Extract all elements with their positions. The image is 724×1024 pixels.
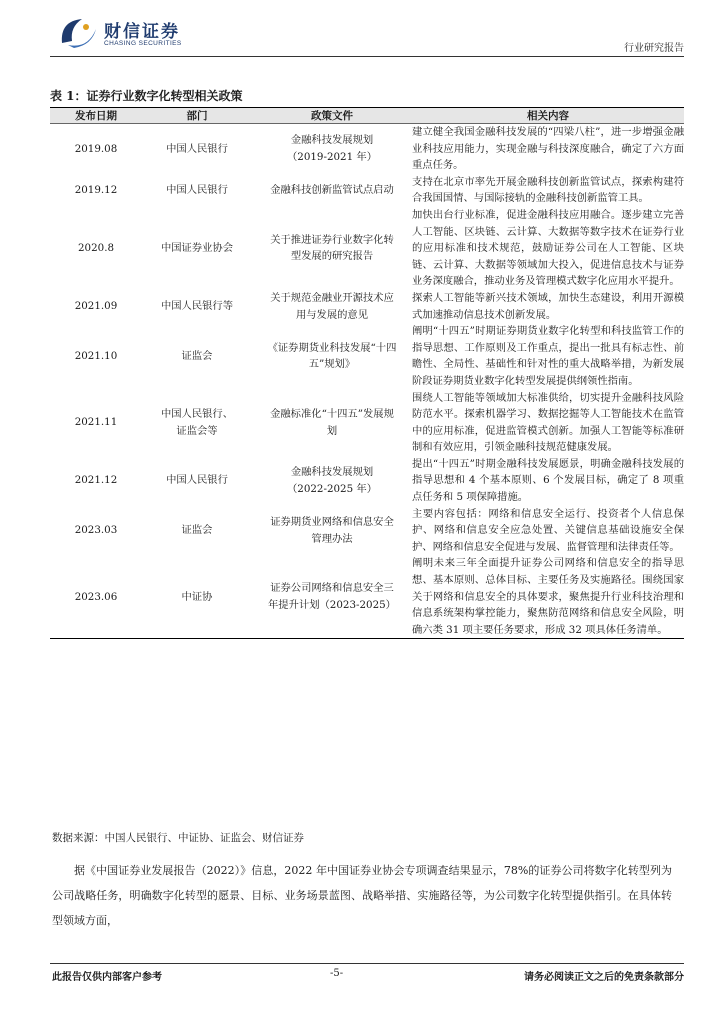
column-header-content: 相关内容 [412, 108, 684, 124]
cell-dept: 中国人民银行、 证监会等 [160, 408, 234, 437]
column-header-policy: 政策文件 [252, 108, 412, 124]
cell-date: 2021.10 [74, 350, 118, 363]
cell-dept: 中国人民银行 [166, 142, 228, 155]
policy-table [50, 107, 684, 639]
cell-content: 提出“十四五”时期金融科技发展愿景，明确金融科技发展的指导思想和 4 个基本原则、6 个发展目标，确定了 8 项重点任务和 5 项保障措施。 [412, 457, 684, 504]
cell-dept: 证监会 [181, 524, 213, 537]
table-row [50, 506, 684, 556]
footer-disclaimer-right: 请务必阅读正文之后的免责条款部分 [524, 972, 684, 983]
cell-policy: 金融科技创新监管试点启动 [270, 184, 394, 197]
cell-policy: 金融标准化“十四五”发展规划 [270, 408, 394, 437]
document-type: 行业研究报告 [624, 43, 684, 54]
cell-date: 2019.12 [74, 184, 118, 197]
company-logo [58, 15, 188, 55]
table-header-row [50, 108, 684, 124]
table-row [50, 555, 684, 638]
cell-policy: 《证券期货业科技发展“十四五”规划》 [267, 341, 397, 371]
logo-mark-icon [58, 15, 100, 51]
table-row [50, 456, 684, 506]
cell-content: 加快出台行业标准，促进金融科技应用融合。逐步建立完善人工智能、区块链、云计算、大数据等数字技术在证券行业的应用标准和技术规范，鼓励证券公司在人工智能、区块链、云计算、大数据等领域加大投入，促进信息技术与证券业务深度融合，推动业务及管理模式数字化应用水平提升。 [412, 208, 684, 288]
cell-policy: 金融科技发展规划 （2022-2025 年） [286, 466, 378, 495]
table-row [50, 174, 684, 207]
table-title: 表 1：证券行业数字化转型相关政策 [50, 89, 243, 103]
cell-date: 2021.11 [74, 416, 118, 429]
cell-content: 支持在北京市率先开展金融科技创新监管试点，探索构建符合我国国情、与国际接轨的金融科技创新监管工具。 [412, 175, 684, 205]
body-paragraph: 据《中国证券业发展报告（2022）》信息，2022 年中国证券业协会专项调查结果显示，78%的证券公司将数字化转型列为公司战略任务，明确数字化转型的愿景、目标、业务场景蓝图、战略举措、实施路径等，为公司数字化转型提供指引。在具体转型领域方面， [52, 864, 672, 927]
cell-dept: 中国人民银行 [166, 184, 228, 197]
cell-policy: 关于推进证券行业数字化转型发展的研究报告 [270, 233, 394, 263]
logo-english-name: CHASING SECURITIES [104, 40, 182, 47]
table-row [50, 290, 684, 323]
data-source-note: 数据来源：中国人民银行、中证协、证监会、财信证券 [52, 832, 304, 844]
cell-content: 探索人工智能等新兴技术领域，加快生态建设，利用开源模式加速推动信息技术创新发展。 [412, 291, 684, 321]
cell-dept: 中国人民银行 [166, 474, 228, 487]
column-header-dept: 部门 [142, 108, 252, 124]
logo-chinese-name: 财信证券 [104, 22, 180, 42]
footer-disclaimer-left: 此报告仅供内部客户参考 [52, 972, 162, 983]
cell-dept: 中国人民银行等 [160, 300, 234, 313]
cell-content: 建立健全我国金融科技发展的“四梁八柱”，进一步增强金融业科技应用能力，实现金融与科技深度融合，确定了六方面重点任务。 [412, 126, 684, 172]
cell-date: 2023.06 [50, 555, 142, 638]
table-row [50, 124, 684, 174]
table-row [50, 207, 684, 290]
table-row [50, 323, 684, 389]
cell-content: 阐明“十四五”时期证券期货业数字化转型和科技监管工作的指导思想、工作原则及工作重点，提出一批具有标志性、前瞻性、全局性、基础性和针对性的重大战略举措，为新发展阶段证券期货业数字化转型发展提供纲领性指南。 [412, 325, 684, 387]
cell-policy: 证券公司网络和信息安全三年提升计划（2023-2025） [252, 555, 412, 638]
cell-content: 主要内容包括：网络和信息安全运行、投资者个人信息保护、网络和信息安全应急处置、关键信息基础设施安全保护、网络和信息安全促进与发展、监督管理和法律责任等。 [412, 507, 684, 553]
cell-date: 2021.09 [74, 300, 118, 313]
footer-divider [50, 963, 684, 964]
cell-policy: 关于规范金融业开源技术应用与发展的意见 [270, 291, 394, 321]
table-row [50, 390, 684, 456]
cell-date: 2023.03 [74, 524, 118, 537]
column-header-date: 发布日期 [50, 108, 142, 124]
cell-content: 阐明未来三年全面提升证券公司网络和信息安全的指导思想、基本原则、总体目标、主要任务及实施路径。围绕国家关于网络和信息安全的具体要求，聚焦提升行业科技治理和信息系统架构掌控能力，聚焦防范网络和信息安全风险，明确六类 31 项主要任务要求，形成 32 项具体任务清单。 [412, 555, 684, 638]
cell-dept: 中证协 [142, 555, 252, 638]
cell-content: 围绕人工智能等领域加大标准供给，切实提升金融科技风险防范水平。探索机器学习、数据挖掘等人工智能技术在监管中的应用标准，促进监管模式创新。加强人工智能等标准研制和有效应用，引领金融科技规范健康发展。 [412, 391, 684, 454]
cell-dept: 证监会 [181, 350, 213, 363]
cell-date: 2021.12 [74, 474, 118, 487]
cell-dept: 中国证券业协会 [160, 242, 234, 255]
cell-policy: 金融科技发展规划 （2019-2021 年） [286, 134, 378, 163]
cell-policy: 证券期货业网络和信息安全管理办法 [270, 515, 394, 545]
page-number: -5- [330, 968, 344, 979]
cell-date: 2020.8 [77, 242, 115, 255]
cell-date: 2019.08 [74, 142, 118, 155]
header-divider [50, 56, 684, 57]
